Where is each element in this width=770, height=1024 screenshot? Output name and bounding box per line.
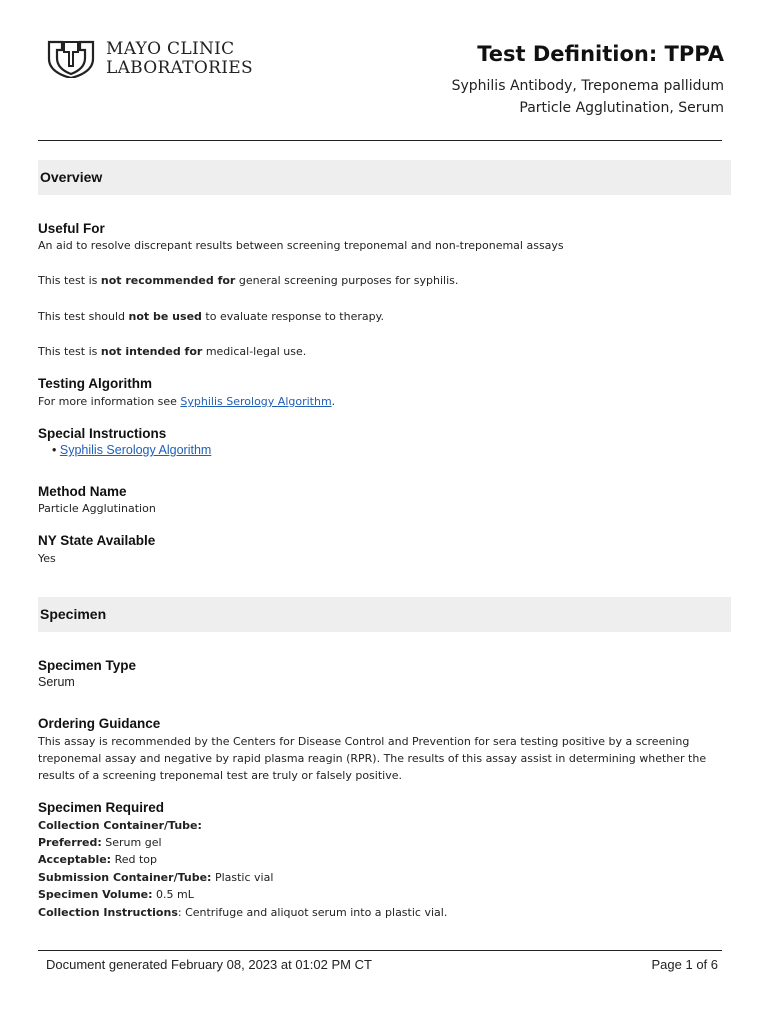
ordering-guidance-text: This assay is recommended by the Centers for Disease Control and Prevention for sera testing positive by a screening treponemal assay and negative by rapid plasma reagin (RPR). The results of this assay assist in determining whether the results of a screening treponemal test are truly or falsely positive.	[38, 735, 707, 782]
special-instructions-link[interactable]: Syphilis Serology Algorithm	[59, 443, 212, 457]
method-name-value: Particle Agglutination	[38, 502, 156, 515]
header-divider	[38, 140, 722, 141]
testing-algorithm-text: For more information see Syphilis Serology Algorithm.	[38, 395, 336, 408]
footer-divider	[38, 950, 722, 951]
useful-for-note-3: This test is not intended for medical-legal use.	[38, 345, 307, 358]
specimen-type-value: Serum	[38, 675, 75, 689]
submission-container-row: Submission Container/Tube: Plastic vial	[38, 871, 274, 884]
specimen-section-header	[38, 597, 731, 632]
testing-algorithm-heading: Testing Algorithm	[38, 376, 152, 391]
useful-for-text: An aid to resolve discrepant results between screening treponemal and non-treponemal assays	[38, 239, 564, 252]
specimen-required-heading: Specimen Required	[38, 800, 165, 815]
logo-line-2: LABORATORIES	[106, 58, 253, 78]
specimen-section-title: Specimen	[40, 606, 107, 622]
ordering-guidance-heading: Ordering Guidance	[38, 716, 161, 731]
mayo-shield-icon	[46, 40, 96, 78]
preferred-row: Preferred: Serum gel	[38, 836, 162, 849]
ny-state-value: Yes	[38, 552, 56, 565]
method-name-heading: Method Name	[38, 484, 127, 499]
ny-state-heading: NY State Available	[38, 533, 156, 548]
collection-container-label: Collection Container/Tube:	[38, 819, 202, 832]
useful-for-heading: Useful For	[38, 221, 105, 236]
overview-section-title: Overview	[40, 169, 103, 185]
special-instructions-heading: Special Instructions	[38, 426, 167, 441]
page-number: Page 1 of 6	[651, 957, 718, 972]
specimen-volume-row: Specimen Volume: 0.5 mL	[38, 888, 194, 901]
page-subtitle	[452, 75, 724, 119]
acceptable-row: Acceptable: Red top	[38, 853, 157, 866]
logo-line-1: MAYO CLINIC	[106, 39, 235, 59]
specimen-type-heading: Specimen Type	[38, 658, 137, 673]
subtitle-line-2: Particle Agglutination, Serum	[519, 100, 724, 116]
special-instructions-item: • Syphilis Serology Algorithm	[52, 443, 212, 457]
subtitle-line-1: Syphilis Antibody, Treponema pallidum	[451, 78, 724, 94]
page-title: Test Definition: TPPA	[477, 42, 724, 66]
overview-section-header	[38, 160, 731, 195]
collection-instructions-row: Collection Instructions: Centrifuge and aliquot serum into a plastic vial.	[38, 906, 448, 919]
useful-for-note-2: This test should not be used to evaluate response to therapy.	[38, 310, 385, 323]
mayo-clinic-logo	[46, 40, 266, 80]
syphilis-serology-algorithm-link[interactable]: Syphilis Serology Algorithm	[180, 395, 332, 408]
useful-for-note-1: This test is not recommended for general screening purposes for syphilis.	[38, 274, 459, 287]
document-generated-text: Document generated February 08, 2023 at 01:02 PM CT	[46, 957, 372, 972]
